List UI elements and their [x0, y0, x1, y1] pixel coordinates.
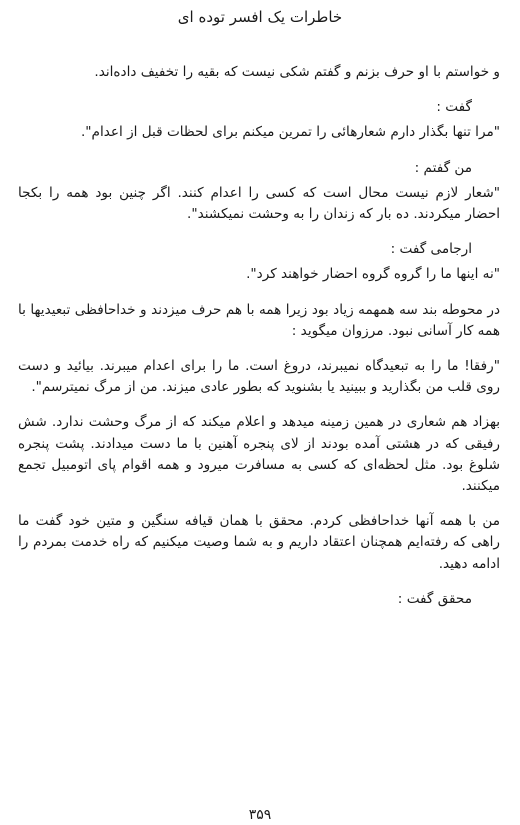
dialogue-cue: گفت :: [436, 99, 472, 116]
running-header: خاطرات یک افسر توده ای: [177, 8, 343, 26]
paragraph: و خواستم با او حرف بزنم و گفتم شکی نیست که بقیه را تخفیف داده‌اند.: [94, 64, 500, 80]
paragraph: در محوطه بند سه همهمه زیاد بود زیرا همه با هم حرف میزدند و خداحافظی تبعیدیها با همه کار آسانی نبود. مرزوان میگوید :: [18, 301, 500, 339]
dialogue-cue: محقق گفت :: [397, 590, 472, 607]
quotation: "شعار لازم نیست محال است که کسی را اعدام کنند. اگر چنین بود همه را بکجا احضار میکردند. ده بار که زندان را به وحشت نمیکشند".: [18, 184, 500, 223]
body-text: [18, 62, 500, 614]
page-number: ۳۵۹: [248, 807, 272, 823]
quotation: "نه اینها ما را گروه گروه احضار خواهند کرد".: [246, 266, 500, 283]
paragraph: بهزاد هم شعاری در همین زمینه میدهد و اعلام میکند که از مرگ وحشت ندارد. شش رفیقی که در هشتی آمده بودند از لای پنجره آهنین با ما دست میدادند. پشت پنجره شلوغ بود. مثل لحظه‌ای که کسی به مسافرت میرود و همه اقوام پای اتومبیل تجمع میکنند.: [18, 414, 500, 495]
quotation: "رفقا! ما را به تبعیدگاه نمیبرند، دروغ است. ما را برای اعدام میبرند. بیائید و دست روی قلب من بگذارید و ببینید یا بشنوید که بطور عادی میزند. من از مرگ نمیترسم".: [18, 358, 500, 396]
quotation: "مرا تنها بگذار دارم شعارهائی را تمرین میکنم برای لحظات قبل از اعدام".: [80, 124, 500, 141]
dialogue-cue: من گفتم :: [414, 159, 472, 176]
dialogue-cue: ارجامی گفت :: [390, 241, 472, 258]
paragraph: من با همه آنها خداحافظی کردم. محقق با همان قیافه سنگین و متین خود گفت ما راهی که رفته‌ایم همچنان اعتقاد داریم و به شما وصیت میکنیم که راه خدمت بمردم را ادامه دهید.: [18, 513, 500, 572]
